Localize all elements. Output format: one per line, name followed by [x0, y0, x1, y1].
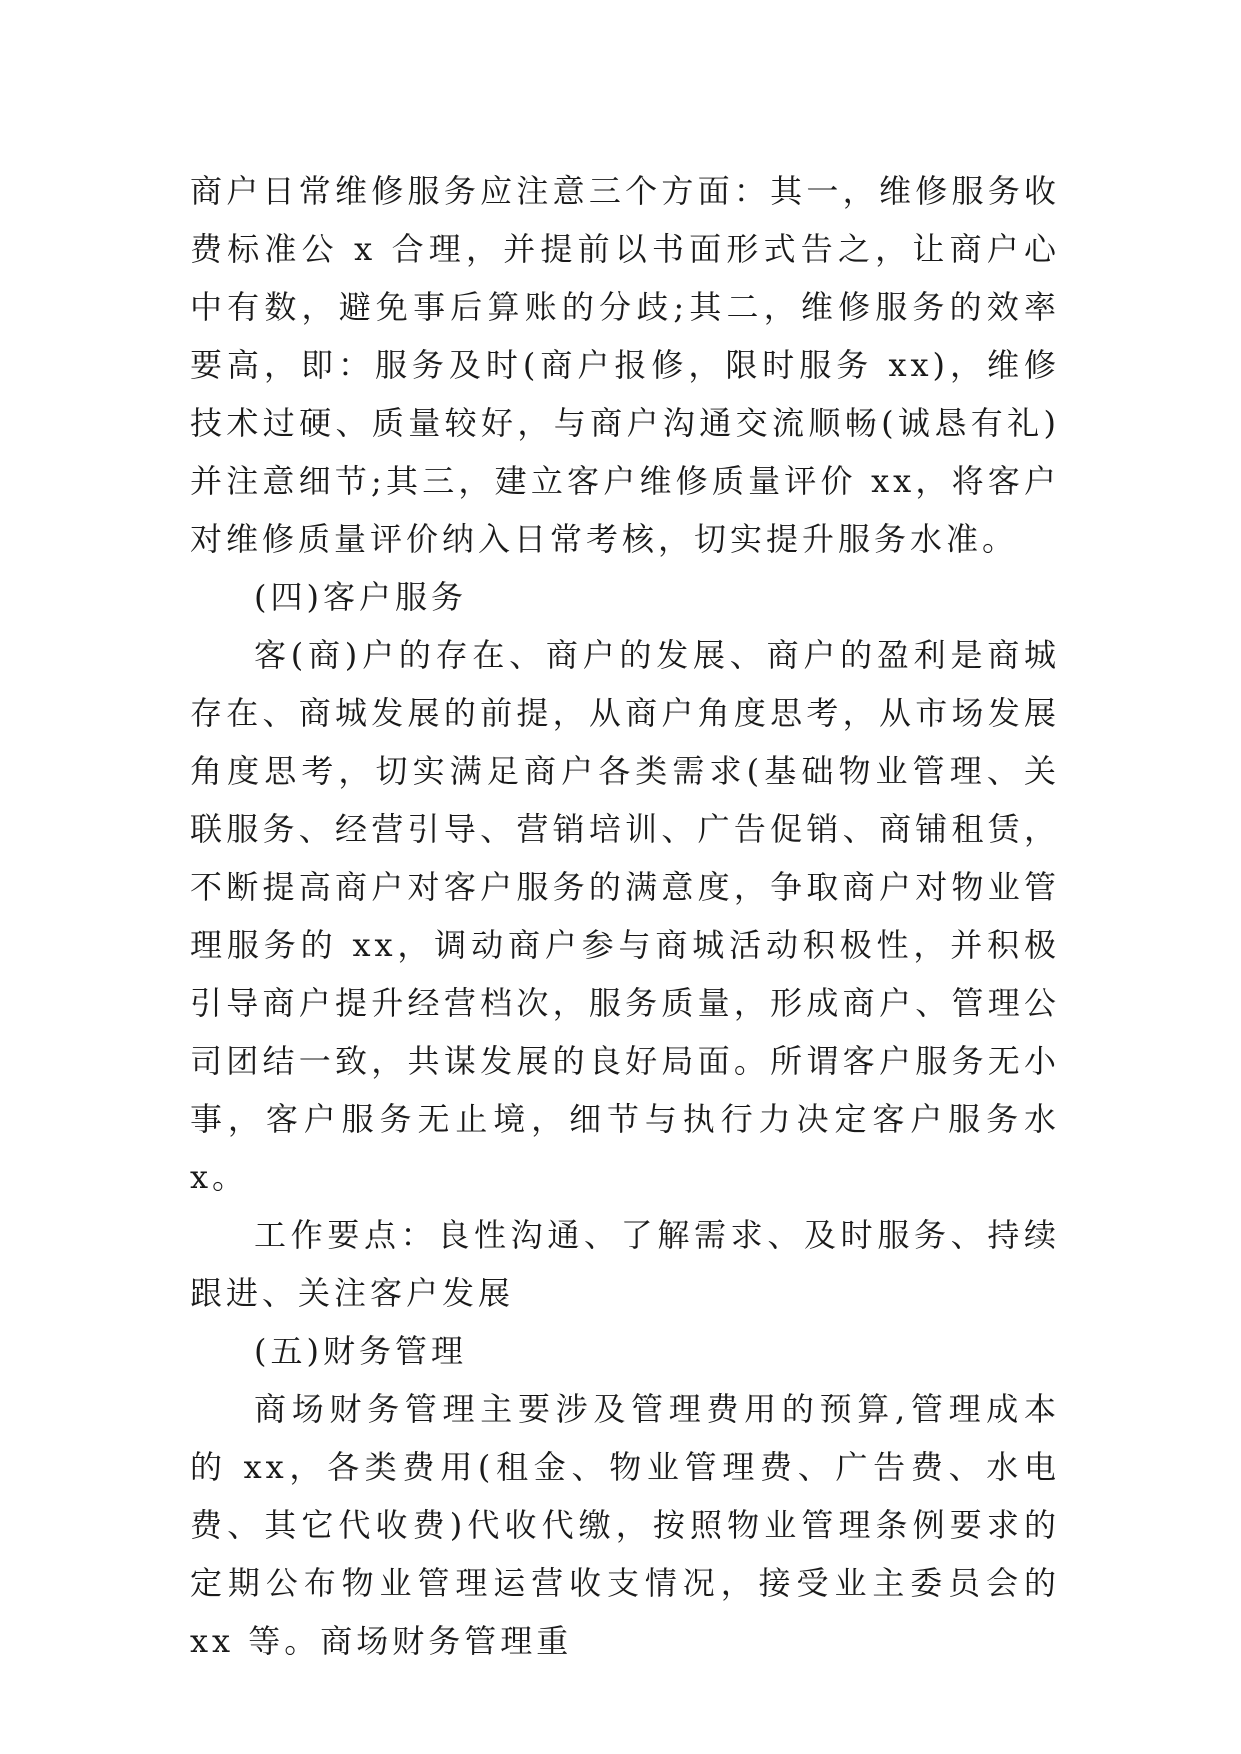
section-heading-financial-management: (五)财务管理 — [254, 1332, 467, 1370]
paragraph-customer-service: 客(商)户的存在、商户的发展、商户的盈利是商城存在、商城发展的前提，从商户角度思考，从市场发展角度思考，切实满足商户各类需求(基础物业管理、关联服务、经营引导、营销培训、广告促销、商铺租赁，不断提高商户对客户服务的满意度，争取商户对物业管理服务的 xx，调动商户参与商城活动积极性，并积极引导商户提升经营档次，服务质量，形成商户、管理公司团结一致，共谋发展的良好局面。所谓客户服务无小事，客户服务无止境，细节与执行力决定客户服务水 x。 — [190, 636, 1060, 1196]
document-body — [190, 162, 1060, 1670]
paragraph-financial-management: 商场财务管理主要涉及管理费用的预算,管理成本的 xx，各类费用(租金、物业管理费、广告费、水电费、其它代收费)代收代缴，按照物业管理条例要求的定期公布物业管理运营收支情况，接受业主委员会的 xx 等。商场财务管理重 — [190, 1390, 1060, 1660]
paragraph-work-points: 工作要点：良性沟通、了解需求、及时服务、持续跟进、关注客户发展 — [190, 1216, 1060, 1312]
section-heading-customer-service: (四)客户服务 — [254, 578, 467, 616]
paragraph-maintenance-service: 商户日常维修服务应注意三个方面：其一，维修服务收费标准公 x 合理，并提前以书面形式告之，让商户心中有数，避免事后算账的分歧;其二，维修服务的效率要高，即：服务及时(商户报修，限时服务 xx)，维修技术过硬、质量较好，与商户沟通交流顺畅(诚恳有礼)并注意细节;其三，建立客户维修质量评价 xx，将客户对维修质量评价纳入日常考核，切实提升服务水准。 — [190, 172, 1060, 558]
